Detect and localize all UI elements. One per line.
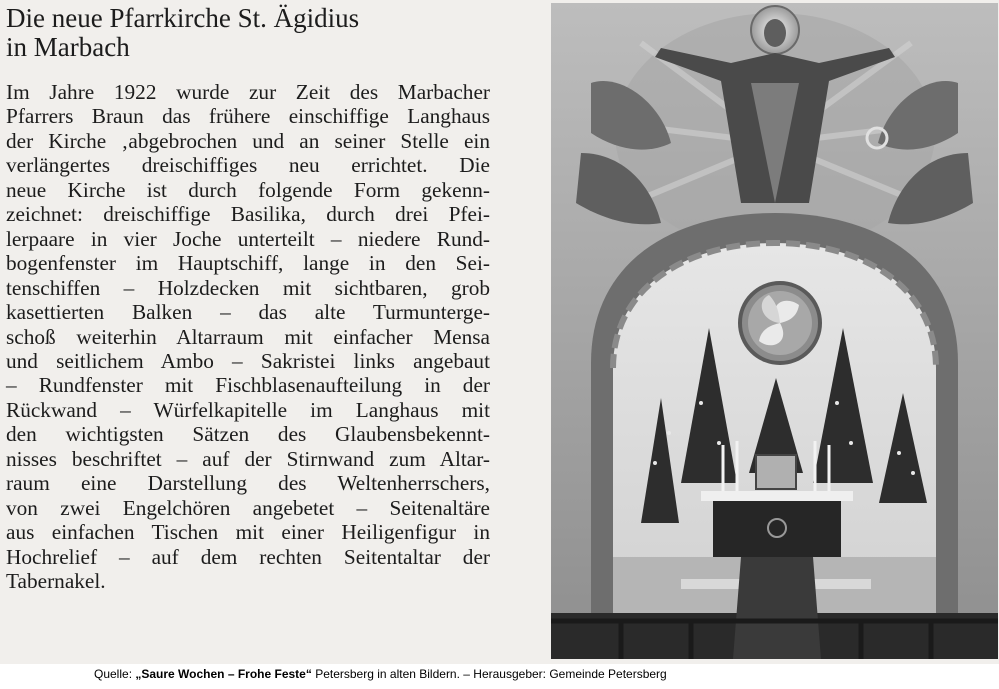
source-caption [94, 666, 974, 682]
body-line: Im Jahre 1922 wurde zur Zeit des Marbacher [6, 80, 490, 104]
caption-prefix: Quelle: [94, 667, 136, 681]
body-line: kasettierten Balken – das alte Turmunterge- [6, 300, 490, 325]
body-line: nisses beschriftet – auf der Stirnwand zum Altar- [6, 446, 490, 471]
altar [701, 441, 853, 557]
body-line: lerpaare in vier Joche unterteilt – niedere Rund- [6, 226, 490, 251]
body-line: Rückwand – Würfelkapitelle im Langhaus mit [6, 397, 490, 422]
body-line: schoß weiterhin Altarraum mit einfacher Mensa [6, 324, 490, 349]
caption-publisher: Petersberg in alten Bildern. – Herausgeber: Gemeinde Petersberg [311, 667, 667, 681]
article-title [6, 4, 536, 62]
caption-work-title: „Saure Wochen – Frohe Feste“ [135, 667, 312, 681]
body-line: der Kirche ‚abgebrochen und an seiner Stelle ein [6, 128, 490, 153]
body-line: neue Kirche ist durch folgende Form gekenn- [6, 177, 490, 202]
body-line: zeichnet: dreischiffige Basilika, durch drei Pfei- [6, 202, 490, 227]
body-line: verlängertes dreischiffiges neu errichtet. Die [6, 153, 490, 178]
church-interior-photo [551, 3, 998, 659]
church-interior-illustration [551, 3, 998, 659]
body-line: den wichtigsten Sätzen des Glaubensbekennt- [6, 422, 490, 447]
body-line: Pfarrers Braun das frühere einschiffige Langhaus [6, 104, 490, 129]
body-line: tenschiffen – Holzdecken mit sichtbaren, grob [6, 275, 490, 300]
title-line: Die neue Pfarrkirche St. Ägidius [6, 3, 360, 33]
title-line: in Marbach [6, 32, 130, 62]
body-line: – Rundfenster mit Fischblasenaufteilung in der [6, 373, 490, 398]
article-body [6, 80, 490, 594]
body-line: von zwei Engelchören angebetet – Seitenaltäre [6, 495, 490, 520]
altar-carpet [733, 557, 821, 659]
body-line: raum eine Darstellung des Weltenherrschers, [6, 471, 490, 496]
body-line: Tabernakel. [6, 569, 106, 594]
body-line: Hochrelief – auf dem rechten Seitentaltar der [6, 544, 490, 569]
body-line: bogenfenster im Hauptschiff, lange in den Sei- [6, 251, 490, 276]
body-line: und seitlichem Ambo – Sakristei links angebaut [6, 348, 490, 373]
round-window [740, 283, 820, 363]
body-line: aus einfachen Tischen mit einer Heiligenfigur in [6, 520, 490, 545]
